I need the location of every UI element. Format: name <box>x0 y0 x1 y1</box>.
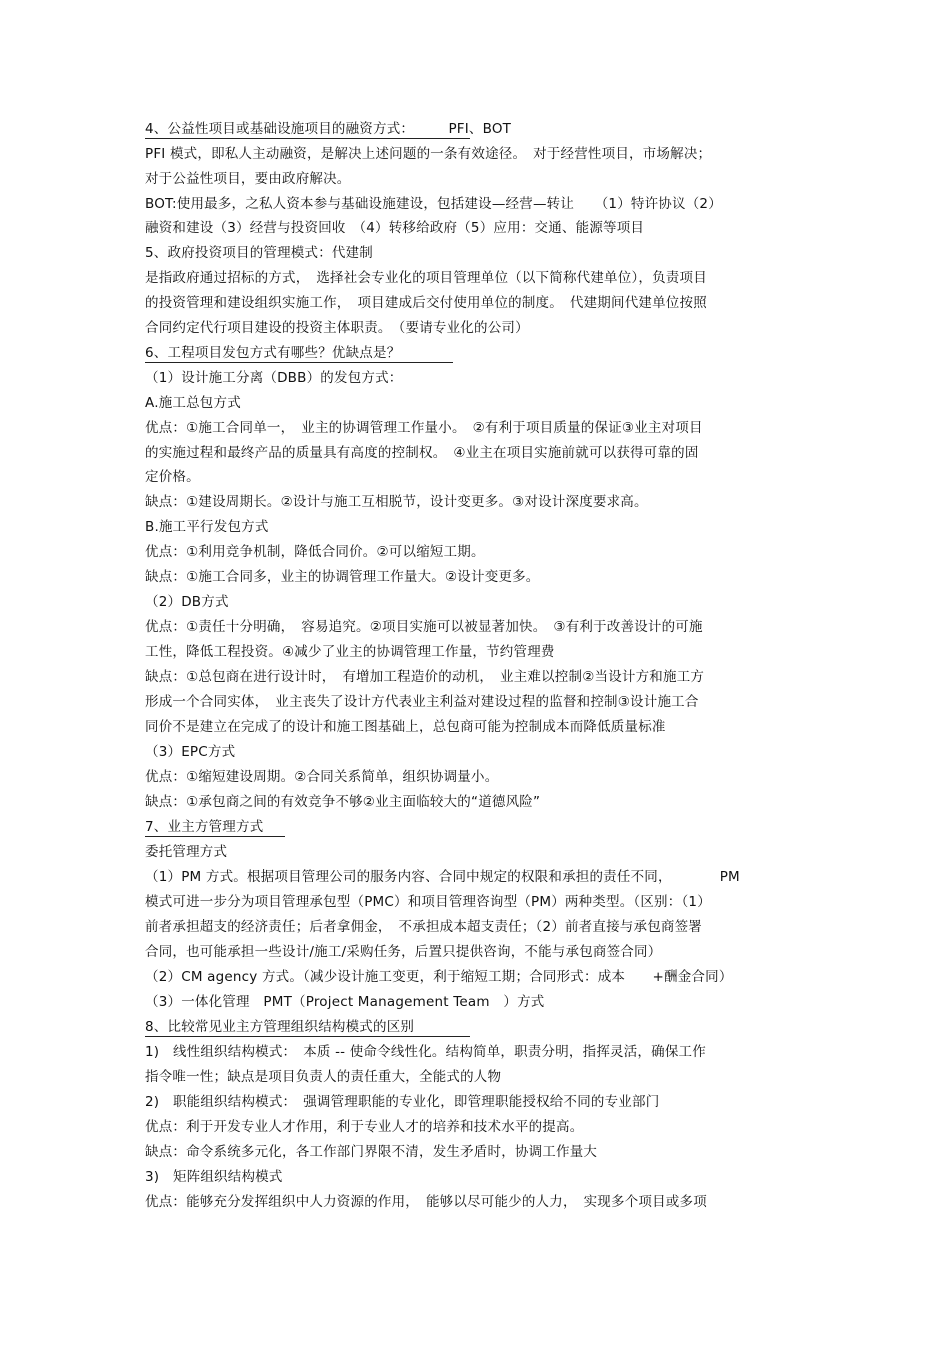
text-line: 优点：①利用竞争机制，降低合同价。②可以缩短工期。 <box>145 544 485 560</box>
text-line: 缺点：命令系统多元化，各工作部门界限不清，发生矛盾时，协调工作量大 <box>145 1144 598 1160</box>
text-line: （3）EPC方式 <box>145 744 236 760</box>
heading-5: 5、政府投资项目的管理模式：代建制 <box>145 245 373 261</box>
text-line: B.施工平行发包方式 <box>145 519 269 535</box>
text-line: 优点：①责任十分明确， 容易追究。②项目实施可以被显著加快。 ③有利于改善设计的可施 <box>145 619 703 635</box>
text-line: 2) 职能组织结构模式： 强调管理职能的专业化，即管理职能授权给不同的专业部门 <box>145 1094 660 1110</box>
text-line: 缺点：①建设周期长。②设计与施工互相脱节，设计变更多。③对设计深度要求高。 <box>145 494 648 510</box>
heading-4-underline <box>145 138 470 139</box>
text-line: 优点：利于开发专业人才作用，利于专业人才的培养和技术水平的提高。 <box>145 1119 584 1135</box>
text-line: （1）PM 方式。根据项目管理公司的服务内容、合同中规定的权限和承担的责任不同， PM <box>145 869 740 885</box>
text-line: A.施工总包方式 <box>145 395 241 411</box>
text-line: （2）CM agency 方式。（减少设计施工变更，利于缩短工期；合同形式：成本 +酬金合同） <box>145 969 733 985</box>
text-line: 优点：①施工合同单一， 业主的协调管理工作量小。 ②有利于项目质量的保证③业主对项目 <box>145 420 703 436</box>
text-line: 3) 矩阵组织结构模式 <box>145 1169 283 1185</box>
text-line: 工性，降低工程投资。④减少了业主的协调管理工作量，节约管理费 <box>145 644 555 660</box>
text-line: 前者承担超支的经济责任；后者拿佣金， 不承担成本超支责任；（2）前者直接与承包商签署 <box>145 919 702 935</box>
text-line: 委托管理方式 <box>145 844 228 860</box>
text-line: 优点：能够充分发挥组织中人力资源的作用， 能够以尽可能少的人力， 实现多个项目或多项 <box>145 1194 707 1210</box>
text-line: 指令唯一性；缺点是项目负责人的责任重大，全能式的人物 <box>145 1069 502 1085</box>
text-line: BOT:使用最多，之私人资本参与基础设施建设，包括建设—经营—转让 （1）特许协议（2） <box>145 196 722 212</box>
heading-8-underline <box>145 1036 470 1037</box>
text-line: 的投资管理和建设组织实施工作， 项目建成后交付使用单位的制度。 代建期间代建单位按照 <box>145 295 707 311</box>
text-line: 融资和建设（3）经营与投资回收 （4）转移给政府（5）应用：交通、能源等项目 <box>145 220 645 236</box>
text-line: （1）设计施工分离（DBB）的发包方式： <box>145 370 403 386</box>
text-line: 合同，也可能承担一些设计/施工/采购任务，后置只提供咨询，不能与承包商签合同） <box>145 944 662 960</box>
heading-7: 7、业主方管理方式 <box>145 819 264 835</box>
text-line: 缺点：①总包商在进行设计时， 有增加工程造价的动机， 业主难以控制②当设计方和施工方 <box>145 669 705 685</box>
text-line: 的实施过程和最终产品的质量具有高度的控制权。 ④业主在项目实施前就可以获得可靠的固 <box>145 445 699 461</box>
text-line: 合同约定代行项目建设的投资主体职责。 （要请专业化的公司） <box>145 320 529 336</box>
heading-8: 8、比较常见业主方管理组织结构模式的区别 <box>145 1019 415 1035</box>
text-line: 1) 线性组织结构模式： 本质 -- 使命令线性化。结构简单，职责分明，指挥灵活，确保工作 <box>145 1044 706 1060</box>
text-line: （2）DB方式 <box>145 594 229 610</box>
text-line: （3）一体化管理 PMT（Project Management Team ）方式 <box>145 994 545 1010</box>
heading-6: 6、工程项目发包方式有哪些？优缺点是？ <box>145 345 401 361</box>
text-line: 定价格。 <box>145 469 200 485</box>
text-line: 对于公益性项目，要由政府解决。 <box>145 171 351 187</box>
heading-6-underline <box>145 362 453 363</box>
text-line: 形成一个合同实体， 业主丧失了设计方代表业主利益对建设过程的监督和控制③设计施工合 <box>145 694 699 710</box>
text-line: 同价不是建立在完成了的设计和施工图基础上，总包商可能为控制成本而降低质量标准 <box>145 719 666 735</box>
text-line: 是指政府通过招标的方式， 选择社会专业化的项目管理单位（以下简称代建单位），负责项目 <box>145 270 707 286</box>
text-line: 优点：①缩短建设周期。②合同关系简单，组织协调量小。 <box>145 769 499 785</box>
text-line: 模式可进一步分为项目管理承包型（PMC）和项目管理咨询型（PM）两种类型。（区别：（1） <box>145 894 711 910</box>
heading-4: 4、公益性项目或基础设施项目的融资方式： PFI、BOT <box>145 121 512 137</box>
heading-7-underline <box>145 836 285 837</box>
text-line: 缺点：①承包商之间的有效竞争不够②业主面临较大的“道德风险” <box>145 794 541 810</box>
text-line: 缺点：①施工合同多，业主的协调管理工作量大。②设计变更多。 <box>145 569 540 585</box>
text-line: PFI 模式，即私人主动融资，是解决上述问题的一条有效途径。 对于经营性项目，市场解决； <box>145 146 712 162</box>
